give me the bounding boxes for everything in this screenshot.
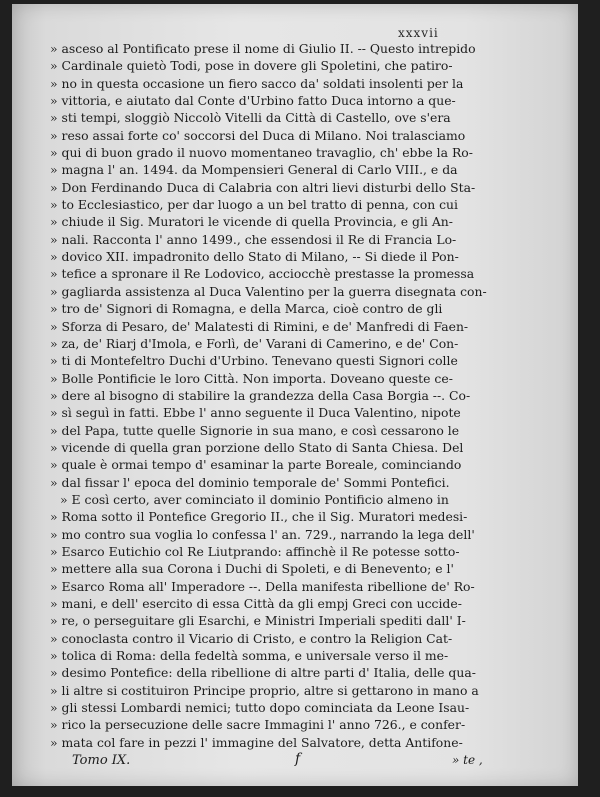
- book-page: [12, 4, 578, 786]
- text-line: » desimo Pontefice: della ribellione di altre parti d' Italia, delle qua-: [50, 665, 476, 681]
- text-line: » mani, e dell' esercito di essa Città da gli empj Greci con uccide-: [50, 596, 462, 611]
- text-line: » re, o perseguitare gli Esarchi, e Ministri Imperiali spediti dall' I-: [50, 613, 466, 629]
- text-line: » quale è ormai tempo d' esaminar la parte Boreale, cominciando: [50, 457, 462, 473]
- text-line: » tefice a spronare il Re Lodovico, acciocchè prestasse la promessa: [50, 266, 475, 282]
- text-line: » Bolle Pontificie le loro Città. Non importa. Doveano queste ce-: [50, 370, 453, 386]
- text-line: » mettere alla sua Corona i Duchi di Spoleti, e di Benevento; e l': [50, 561, 454, 577]
- text-line: » vicende di quella gran porzione dello Stato di Santa Chiesa. Del: [50, 439, 464, 455]
- page-number: xxxvii: [398, 26, 439, 40]
- body-text: [50, 40, 505, 751]
- text-line: » magna l' an. 1494. da Mompensieri General di Carlo VIII., e da: [50, 162, 458, 178]
- text-line: » conoclasta contro il Vicario di Cristo, e contro la Religion Cat-: [50, 630, 453, 646]
- text-line: » to Ecclesiastico, per dar luogo a un bel tratto di penna, con cui: [50, 197, 459, 213]
- text-line: » vittoria, e aiutato dal Conte d'Urbino fatto Duca intorno a que-: [50, 93, 456, 109]
- text-line: » sì seguì in fatti. Ebbe l' anno seguente il Duca Valentino, nipote: [50, 405, 461, 421]
- text-line: » del Papa, tutte quelle Signorie in sua mano, e così cessarono le: [50, 422, 460, 438]
- signature-mark: f: [295, 751, 301, 767]
- text-line: » za, de' Riarj d'Imola, e Forlì, de' Varani di Camerino, e de' Con-: [50, 335, 459, 351]
- text-line: » mata col fare in pezzi l' immagine del Salvatore, detta Antifone-: [50, 734, 463, 750]
- text-line: » reso assai forte co' soccorsi del Duca di Milano. Noi tralasciamo: [50, 127, 466, 143]
- text-line: » dere al bisogno di stabilire la grandezza della Casa Borgia --. Co-: [50, 387, 471, 403]
- text-line: » asceso al Pontificato prese il nome di Giulio II. -- Questo intrepido: [50, 41, 476, 56]
- text-line: » Esarco Eutichio col Re Liutprando: affinchè il Re potesse sotto-: [50, 543, 460, 559]
- text-line: » E così certo, aver cominciato il dominio Pontificio almeno in: [60, 491, 449, 507]
- text-line: » tro de' Signori di Romagna, e della Marca, cioè contro de gli: [50, 301, 443, 317]
- text-line: » tolica di Roma: della fedeltà somma, e universale verso il me-: [50, 648, 449, 664]
- text-line: » dovico XII. impadronito dello Stato di Milano, -- Si diede il Pon-: [50, 249, 459, 265]
- text-line: » Don Ferdinando Duca di Calabria con altri lievi disturbi dello Sta-: [50, 179, 476, 195]
- text-line: » no in questa occasione un fiero sacco da' soldati insolenti per la: [50, 75, 464, 91]
- text-line: » chiude il Sig. Muratori le vicende di quella Provincia, e gli An-: [50, 214, 453, 230]
- text-line: » Cardinale quietò Todi, pose in dovere gli Spoletini, che patiro-: [50, 58, 453, 74]
- text-line: » Sforza di Pesaro, de' Malatesti di Rimini, e de' Manfredi di Faen-: [50, 318, 469, 334]
- text-line: » gagliarda assistenza al Duca Valentino per la guerra disegnata con-: [50, 283, 487, 299]
- text-line: » sti tempi, sloggiò Niccolò Vitelli da Città di Castello, ove s'era: [50, 110, 451, 126]
- text-line: » Esarco Roma all' Imperadore --. Della manifesta ribellione de' Ro-: [50, 578, 475, 594]
- volume-signature: Tomo IX.: [72, 753, 131, 768]
- text-line: » li altre si costituiron Principe proprio, altre si gettarono in mano a: [50, 682, 479, 698]
- text-line: » dal fissar l' epoca del dominio temporale de' Sommi Pontefici.: [50, 474, 450, 490]
- text-line: » Roma sotto il Pontefice Gregorio II., che il Sig. Muratori medesi-: [50, 509, 468, 525]
- catchword: » te ,: [452, 753, 483, 767]
- text-line: » mo contro sua voglia lo confessa l' an. 729., narrando la lega dell': [50, 526, 475, 542]
- text-line: » ti di Montefeltro Duchi d'Urbino. Tenevano questi Signori colle: [50, 353, 458, 369]
- text-line: » gli stessi Lombardi nemici; tutto dopo cominciata da Leone Isau-: [50, 700, 470, 716]
- text-line: » qui di buon grado il nuovo momentaneo travaglio, ch' ebbe la Ro-: [50, 145, 473, 161]
- text-line: » rico la persecuzione delle sacre Immagini l' anno 726., e confer-: [50, 717, 466, 733]
- text-line: » nali. Racconta l' anno 1499., che essendosi il Re di Francia Lo-: [50, 231, 457, 247]
